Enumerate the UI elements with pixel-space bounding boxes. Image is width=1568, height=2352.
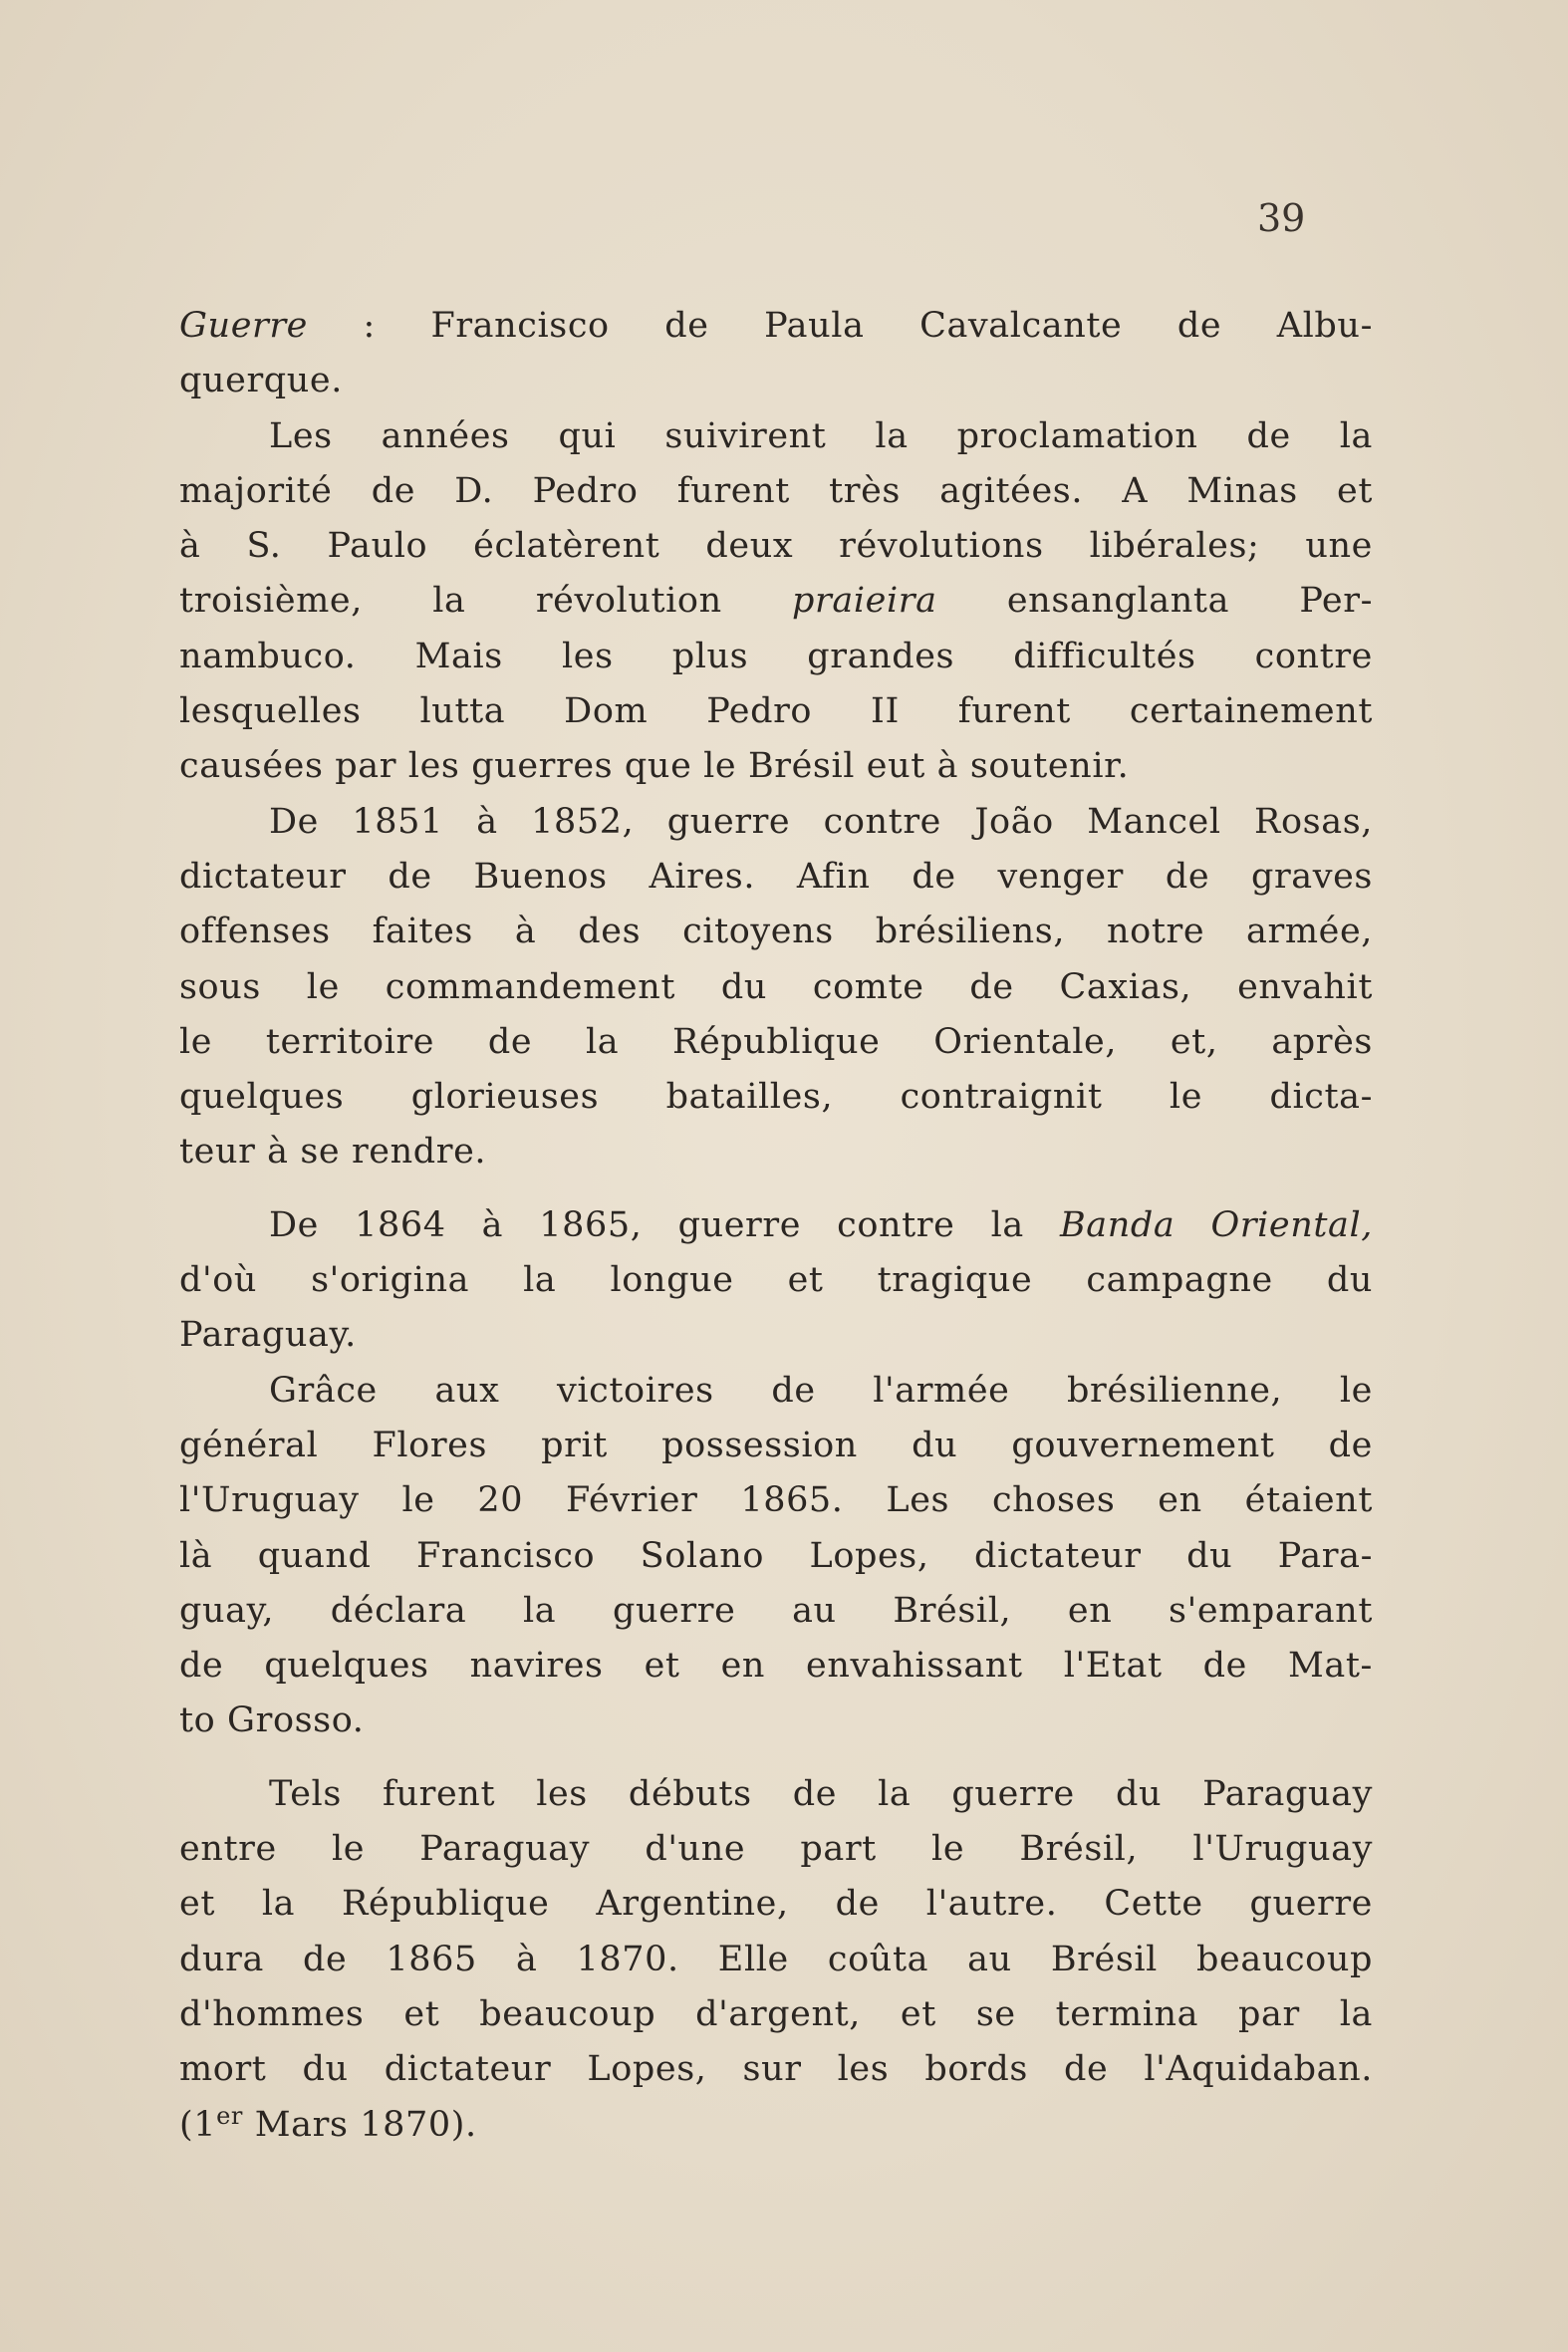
text-line: Les années qui suivirent la proclamation de la [269, 415, 1373, 456]
text-line: d'où s'origina la longue et tragique campagne du [179, 1260, 1373, 1301]
text-line [179, 299, 1373, 354]
text-span: Mars 1870). [243, 2104, 477, 2145]
text-line: guay, déclara la guerre au Brésil, en s'emparant [179, 1590, 1373, 1631]
text-span: troisième, la révolution [179, 581, 793, 622]
text-line: le territoire de la République Orientale, et, après [179, 1021, 1373, 1062]
text-line [179, 1198, 1373, 1253]
text-line: Grâce aux victoires de l'armée brésilienne, le [269, 1370, 1373, 1411]
text-line: teur à se rendre. [179, 1132, 487, 1173]
text-line: De 1851 à 1852, guerre contre João Mancel Rosas, [269, 801, 1373, 842]
text-line: de quelques navires et en envahissant l'Etat de Mat- [179, 1646, 1373, 1687]
text-line: mort du dictateur Lopes, sur les bords de l'Aquidaban. [179, 2049, 1373, 2090]
text-span: (1 [179, 2104, 217, 2145]
text-line: causées par les guerres que le Brésil eut à soutenir. [179, 746, 1130, 787]
text-span: De 1864 à 1865, guerre contre la [269, 1204, 1060, 1245]
text-span: : Francisco de Paula Cavalcante de Albu- [308, 306, 1373, 346]
superscript: er [216, 2101, 244, 2130]
text-line [179, 574, 1373, 629]
page-number: 39 [1257, 196, 1306, 240]
text-line: majorité de D. Pedro furent très agitées. A Minas et [179, 470, 1373, 511]
paragraph-gap [179, 1749, 1373, 1767]
text-line: Paraguay. [179, 1315, 357, 1356]
text-line: offenses faites à des citoyens brésiliens, notre armée, [179, 912, 1373, 952]
text-line: nambuco. Mais les plus grandes difficultés contre [179, 636, 1373, 676]
text-span: ensanglanta Per- [936, 581, 1373, 622]
text-line: et la République Argentine, de l'autre. Cette guerre [179, 1884, 1373, 1925]
italic-word: Guerre [179, 306, 308, 346]
text-line: dictateur de Buenos Aires. Afin de venger de graves [179, 856, 1373, 897]
text-line: entre le Paraguay d'une part le Brésil, l'Uruguay [179, 1829, 1373, 1870]
text-line: sous le commandement du comte de Caxias, envahit [179, 966, 1373, 1007]
paragraph-gap [179, 1180, 1373, 1198]
text-line: l'Uruguay le 20 Février 1865. Les choses en étaient [179, 1480, 1373, 1521]
text-line [179, 2098, 1373, 2153]
body-text [179, 299, 1373, 2153]
text-line: lesquelles lutta Dom Pedro II furent certainement [179, 691, 1373, 732]
text-line: à S. Paulo éclatèrent deux révolutions libérales; une [179, 526, 1373, 567]
text-line: dura de 1865 à 1870. Elle coûta au Brésil beaucoup [179, 1939, 1373, 1979]
text-line: d'hommes et beaucoup d'argent, et se termina par la [179, 1993, 1373, 2034]
text-line: là quand Francisco Solano Lopes, dictateur du Para- [179, 1535, 1373, 1576]
text-line: querque. [179, 361, 343, 401]
text-line: Tels furent les débuts de la guerre du Paraguay [269, 1773, 1373, 1814]
text-line: to Grosso. [179, 1700, 365, 1741]
italic-word: praieira [792, 581, 937, 622]
text-line: général Flores prit possession du gouvernement de [179, 1425, 1373, 1465]
italic-word: Banda Oriental, [1059, 1204, 1373, 1245]
text-line: quelques glorieuses batailles, contraignit le dicta- [179, 1077, 1373, 1118]
